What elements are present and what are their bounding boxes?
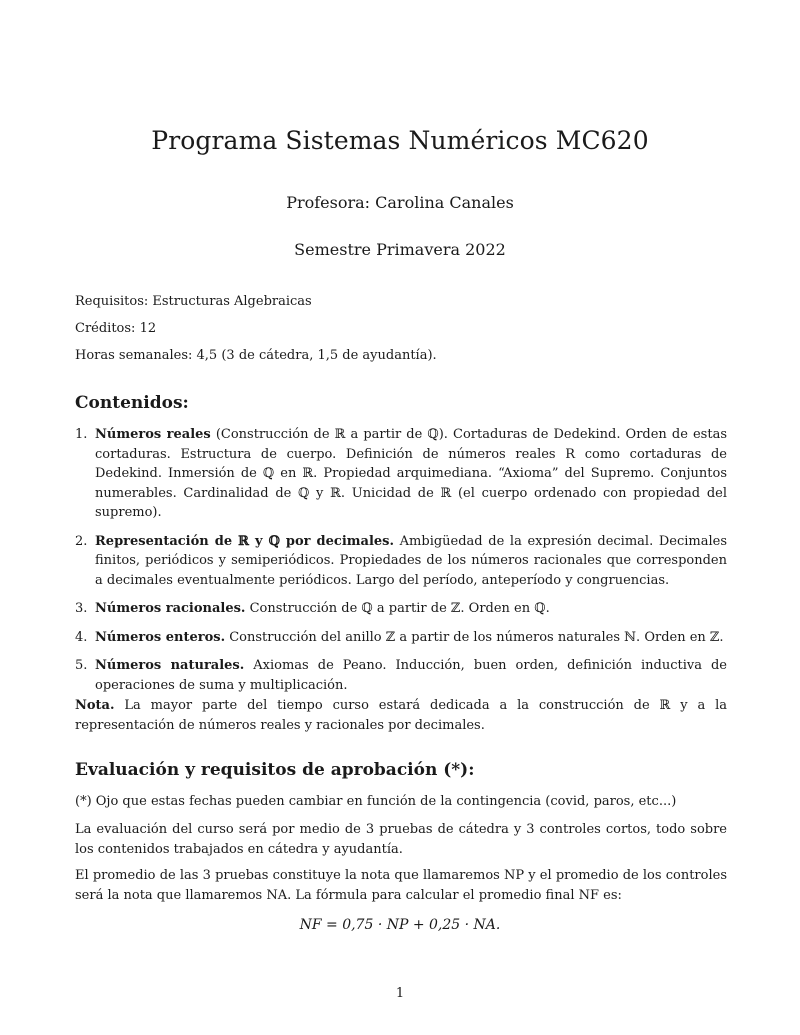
note-lead: Nota. bbox=[75, 698, 115, 713]
contents-list bbox=[75, 425, 727, 704]
final-grade-formula: NF = 0,75 · NP + 0,25 · NA. bbox=[299, 917, 501, 933]
list-item bbox=[75, 599, 727, 619]
contents-heading: Contenidos: bbox=[75, 393, 189, 413]
hours-line: Horas semanales: 4,5 (3 de cátedra, 1,5 de ayudantía). bbox=[75, 348, 437, 363]
list-item-text: Construcción del anillo ℤ a partir de los números naturales ℕ. Orden en ℤ. bbox=[225, 629, 724, 645]
document-title: Programa Sistemas Numéricos MC620 bbox=[151, 126, 649, 155]
page-number: 1 bbox=[395, 986, 405, 1001]
list-item-number: 1. bbox=[75, 427, 88, 442]
list-item-lead: Números reales bbox=[95, 427, 211, 442]
disclaimer-paragraph: (*) Ojo que estas fechas pueden cambiar en función de la contingencia (covid, paros, etc...) bbox=[75, 794, 677, 809]
list-item-lead: Números naturales. bbox=[95, 658, 245, 673]
list-item-number: 4. bbox=[75, 629, 88, 645]
evaluation-description: La evaluación del curso será por medio de 3 pruebas de cátedra y 3 controles cortos, todo sobre los contenidos trabajados en cátedra y ayudantía. bbox=[75, 822, 727, 857]
list-item-text: (Construcción de ℝ a partir de ℚ). Cortaduras de Dedekind. Orden de estas cortaduras. Estructura de cuerpo. Definición de números reales R como cortaduras de Dedekind. Inmersión de ℚ en ℝ. Propiedad arquimediana. “Axioma” del Supremo. Conjuntos numerables. Cardinalidad de ℚ y ℝ. Unicidad de ℝ (el cuerpo ordenado con propiedad del supremo). bbox=[95, 427, 727, 520]
note-text: La mayor parte del tiempo curso estará dedicada a la construcción de ℝ y a la representación de números reales y racionales por decimales. bbox=[75, 698, 727, 733]
list-item bbox=[75, 425, 727, 523]
list-item bbox=[75, 628, 727, 648]
professor-line: Profesora: Carolina Canales bbox=[286, 193, 514, 212]
list-item-lead: Números racionales. bbox=[95, 601, 246, 616]
list-item-number: 3. bbox=[75, 601, 88, 616]
list-item-lead: Representación de ℝ y ℚ por decimales. bbox=[95, 533, 395, 549]
average-paragraph: El promedio de las 3 pruebas constituye la nota que llamaremos NP y el promedio de los controles será la nota que llamaremos NA. La fórmula para calcular el promedio final NF es: bbox=[75, 868, 727, 903]
list-item-text: Axiomas de Peano. Inducción, buen orden, definición inductiva de operaciones de suma y multiplicación. bbox=[95, 658, 727, 693]
list-item-lead: Números enteros. bbox=[95, 629, 226, 645]
requirements-line: Requisitos: Estructuras Algebraicas bbox=[75, 294, 312, 309]
list-item-number: 2. bbox=[75, 533, 88, 549]
note-paragraph bbox=[75, 696, 727, 735]
list-item-text: Ambigüedad de la expresión decimal. Decimales finitos, periódicos y semiperiódicos. Propiedades de los números racionales que corresponden a decimales eventualmente periódicos. Largo del período, anteperíodo y congruencias. bbox=[95, 533, 727, 588]
evaluation-heading: Evaluación y requisitos de aprobación (*): bbox=[75, 760, 475, 780]
list-item bbox=[75, 532, 727, 591]
semester-line: Semestre Primavera 2022 bbox=[294, 240, 506, 259]
list-item-text: Construcción de ℚ a partir de ℤ. Orden en ℚ. bbox=[245, 601, 550, 616]
list-item bbox=[75, 656, 727, 695]
credits-line: Créditos: 12 bbox=[75, 321, 157, 336]
list-item-number: 5. bbox=[75, 658, 88, 673]
